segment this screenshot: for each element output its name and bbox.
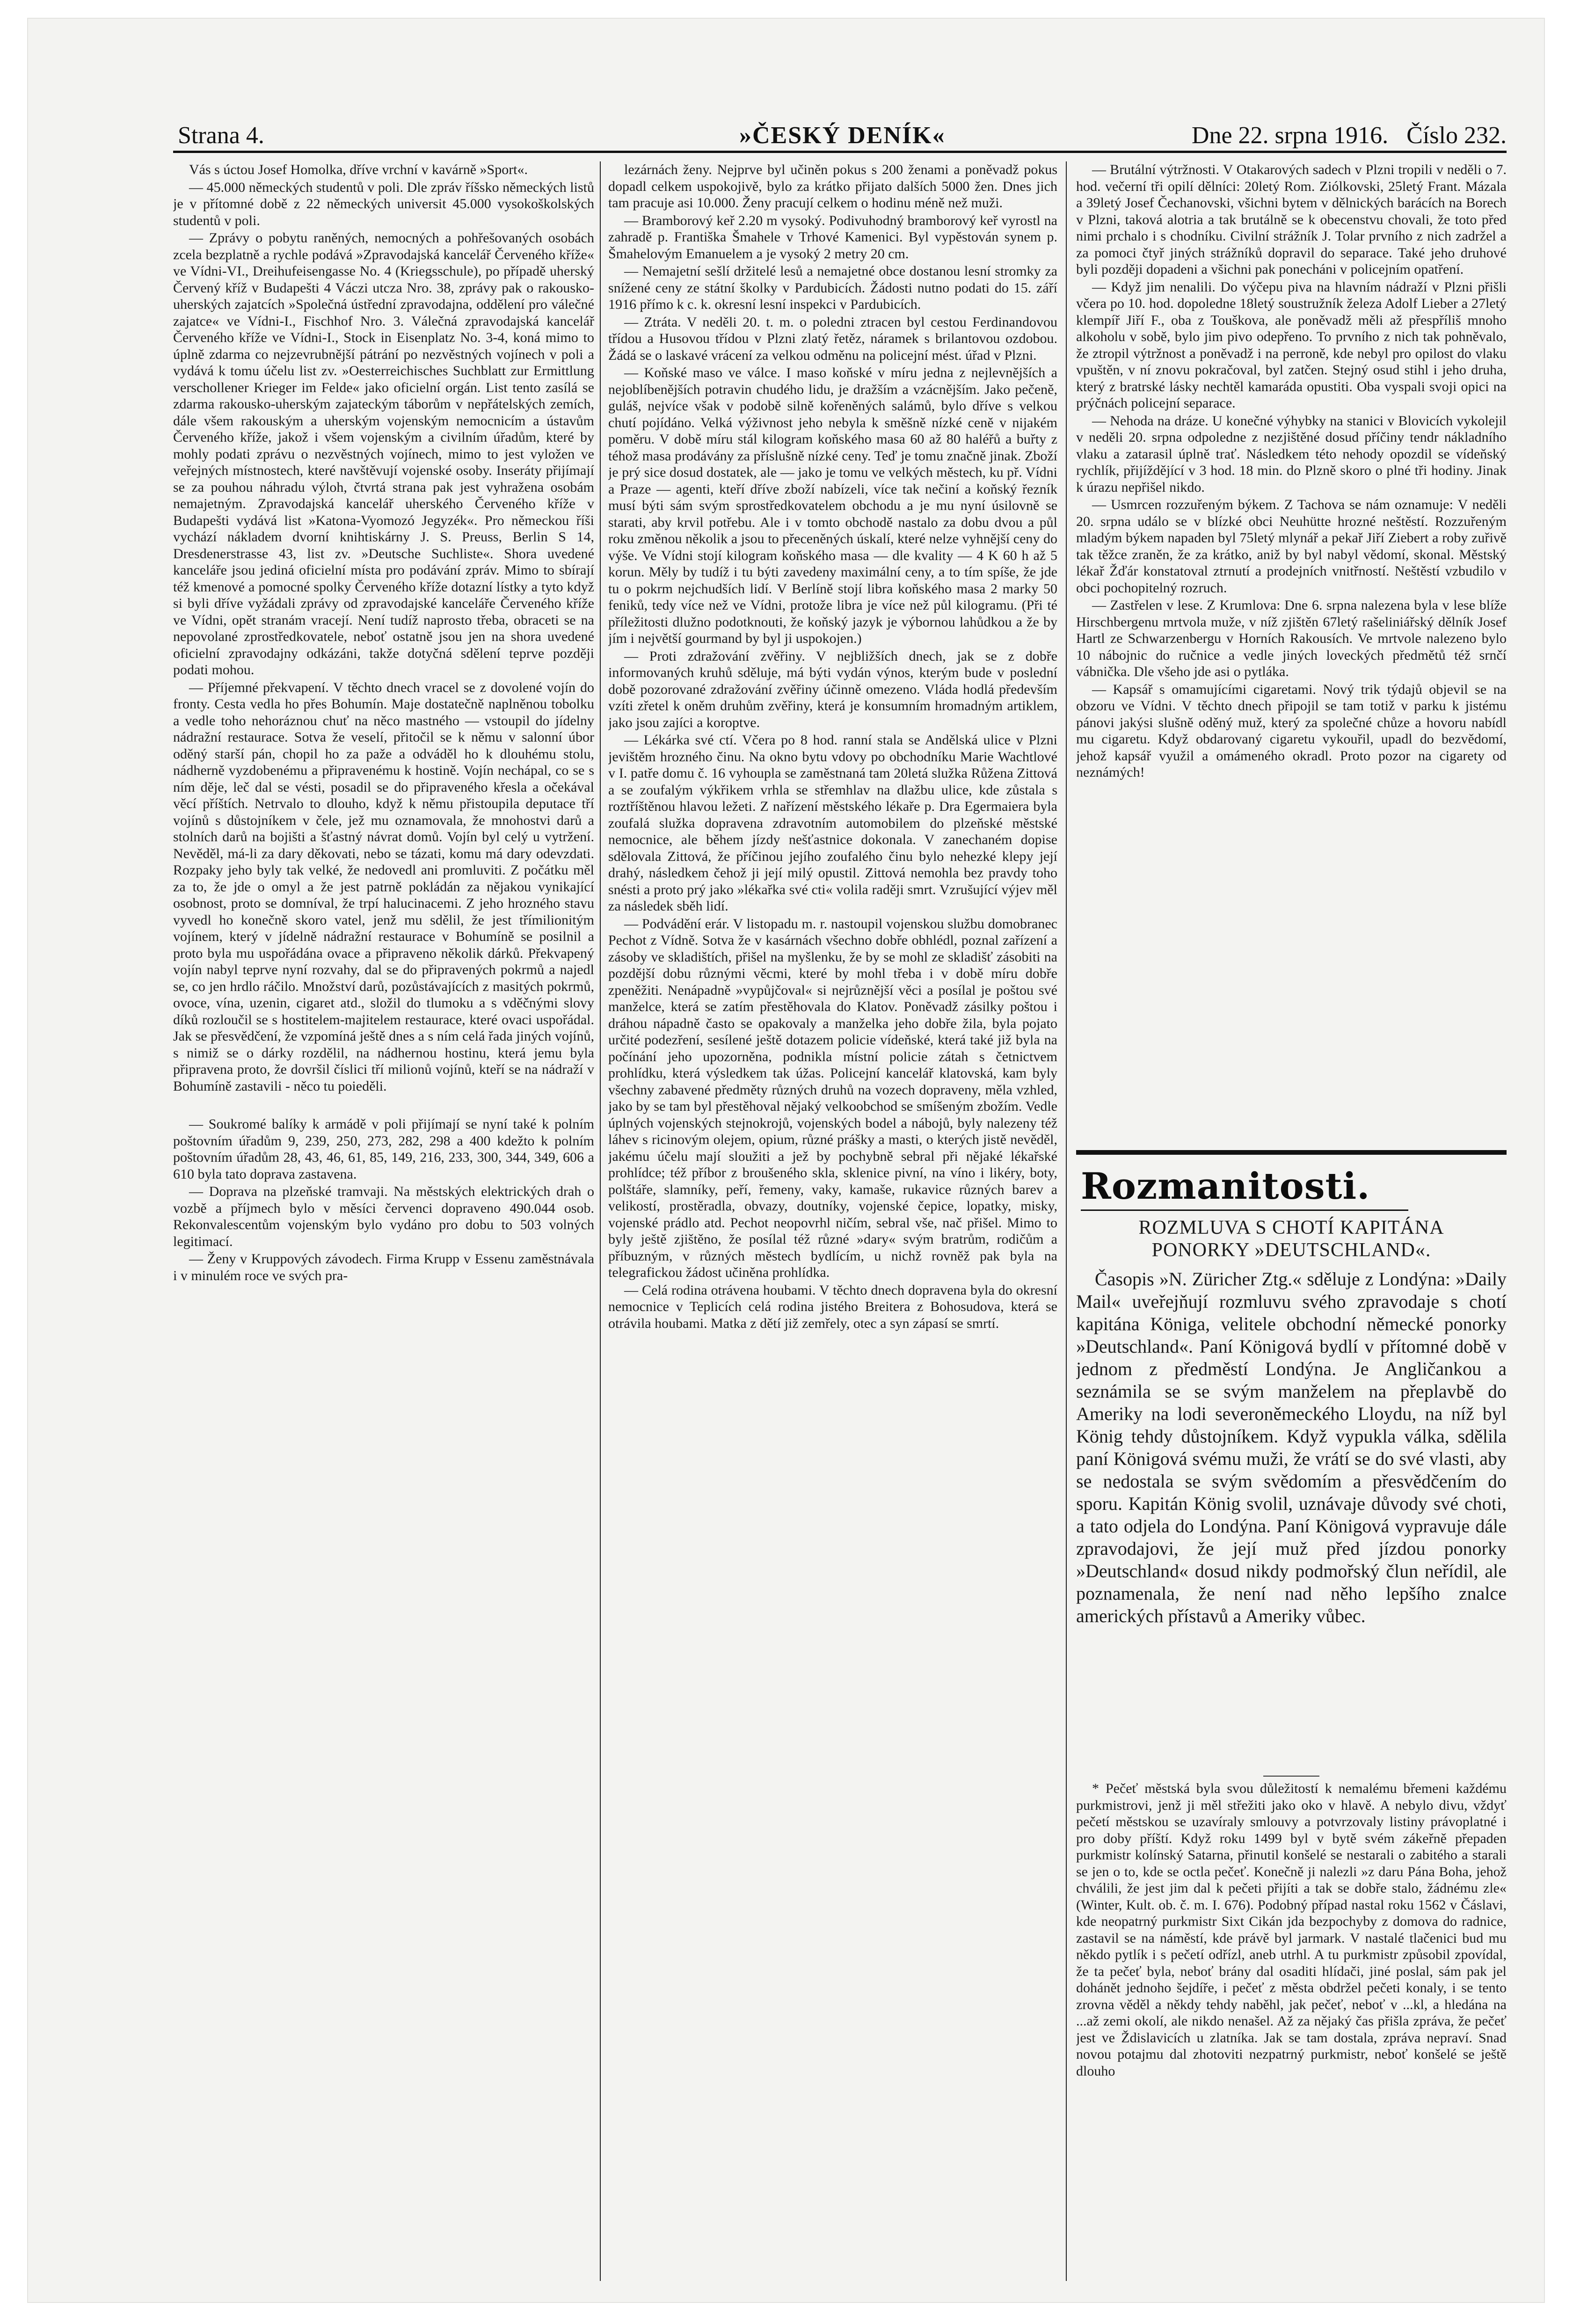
column-divider-1 <box>600 161 601 2281</box>
item-students: — 45.000 německých studentů v poli. Dle zpráv říšsko německých listů je v přítomné době z 22 německých universit 45.000 vysokoškolských studentů v poli. <box>173 179 594 228</box>
item-brutal: — Brutální výtržnosti. V Otakarových sadech v Plzni tropili v neděli o 7. hod. večerní tři opilí dělníci: 20letý Rom. Ziólkovski, 25letý Frant. Mázala a 39letý Josef Čechanovski, všichni bytem v dělnických barácích na Borech v Plzni, taková alotria a tak brutálně se k obecenstvu chovali, že toto před nimi prchalo i s chodníku. Civilní strážník J. Tolar prvního z nich zadržel a za pomoci čtyř jiných strážníků dopravil do separace. Také jeho druhové byli později dopadeni a všichni pak ponecháni v policejním opatření. <box>1076 162 1507 277</box>
column-1 <box>173 161 594 2267</box>
item-mushrooms: — Celá rodina otrávena houbami. V těchto dnech dopravena byla do okresní nemocnice v Teplicích celá rodina jistého Breitera z Bohosudova, která se otrávila houbami. Matka z dětí již zemřely, otec a syn zápasí se smrtí. <box>608 1282 1057 1331</box>
item-railway: — Nehoda na dráze. U konečné výhybky na stanici v Blovicích vykolejil v neděli 20. srpna odpoledne z nezjištěné dosud příčiny tendr nákladního vlaku a zatarasil úplně trať. Následkem této nehody opozdil se vídeňský rychlík, přijíždějící v 3 hod. 18 min. do Plzně skoro o plné tři hodiny. Jinak k úrazu nepřišel nikdo. <box>1076 413 1507 495</box>
item-loss: — Ztráta. V neděli 20. t. m. o poledni ztracen byl cestou Ferdinandovou třídou a Husovou třídou v Plzni zlatý řetěz, náramek s brilantovou ozdobou. Žádá se o laskavé vrácení za velkou odměnu na policejní mést. úřad v Plzni. <box>608 314 1057 363</box>
section-title: Rozmanitosti. <box>1081 1165 1370 1208</box>
article-text: Časopis »N. Züricher Ztg.« sděluje z Londýna: »Daily Mail« uveřejňují rozmluvu svého zpravodaje s chotí kapitána Königa, velitele obchodní německé ponorky »Deutschland«. Paní Königová bydlí v přítomné době v jednom z předměstí Londýna. Je Angličankou a seznámila se se svým manželem na přeplavbě do Ameriky na lodi severoněmeckého Lloydu, na níž byl König tehdy důstojníkem. Když vypukla válka, sdělila paní Königová svému muži, že vrátí se do své vlasti, aby se nedostala se svým svědomím a přesvědčením do sporu. Kapitán König svolil, uznávaje důvody své choti, a tato odjela do Londýna. Paní Königová vypravuje dále zpravodajovi, že její muž před jízdou ponorky »Deutschland« dosud nikdy podmořský člun neřídil, ale poznamenala, že není nad něho lepšího znalce amerických přístavů a Ameriky vůbec. <box>1076 1268 1507 1626</box>
item-red-cross: — Zprávy o pobytu raněných, nemocných a pohřešovaných osobách zcela bezplatně a rychle podává »Zpravodajská kancelář Červeného kříže« ve Vídni-VI., Dreihufeisengasse No. 4 (Kriegsschule), po případě uherský Červený kříž v Budapešti 4 Váczi utcza Nro. 38, zprávy pak o rakousko-uherských zajatcích »Společná ústřední zpravodajna, oddělení pro válečné zajatce« ve Vídni-I., Fischhof Nro. 3. Válečná zpravodajská kancelář Červeného kříže ve Vídni-I., Stock in Eisenplatz No. 3-4, koná mimo to úplně zdarma co nejzevrubnější pátrání po nezvěstných vojínech v poli a vydává k tomu účelu list zv. »Oesterreichisches Suchblatt zur Ermittlung verschollener Krieger im Felde« jako oficielní orgán. List tento zasílá se zdarma rakousko-uherským zajateckým táborům v nepřátelských zemích, dále všem rakouským a uherským vojenským nemocnicím a ústavům Červeného kříže, jakož i všem vojenským a civilním úřadům, které by mohly podati zprávu o nezvěstných vojínech, mimo to jest vyložen ve veřejných místnostech, které navštěvují vojenské osoby. Inseráty přijímají se za pouhou náhradu výloh, čtvrtá strana pak jest vyhražena osobám nemajetným. Zpravodajská kancelář uherského Červeného kříže v Budapešti vydává list »Katona-Vyomozó Jegyzék«. Pro německou říši vychází nákladem dvorní knihtiskárny J. S. Preuss, Berlin S 14, Dresdenerstrasse 43, list zv. »Deutsche Suchliste«. Shora uvedené kanceláře jsou jediná oficielní místa pro podávání zpráv. Mimo to sbírají též kmenové a pomocné spolky Červeného kříže dotazní lístky a tyto když si byli dříve vyžádali zprávy od zpravodajské kanceláře Červeného kříže ve Vídni, opět stranám vracejí. Není tudíž naprosto třeba, obraceti se na nepovolané zprostředkovatele, neboť ostatně jsou jen na shora uvedené oficielní zpravodajny odkázáni, takže dotyčná sdělení teprve později podati mohou. <box>173 230 594 678</box>
item-honor: — Lékárka své ctí. Včera po 8 hod. ranní stala se Andělská ulice v Plzni jevištěm hrozného činu. Na okno bytu vdovy po obchodníku Marie Wachtlové v I. patře domu č. 16 vyhoupla se zaměstnaná tam 20letá služka Růžena Zittová a se zoufalým výkřikem vrhla se střemhlav na dlažbu ulice, kde zůstala s roztříštěnou hlavou ležeti. Z nařízení městského lékaře p. Dra Egermaiera byla zoufalá služka dopravena zdravotním automobilem do plzeňské městské nemocnice, ale během jízdy nešťastnice dokonala. V zanechaném dopise sdělovala Zittová, že příčinou jejího zoufalého činu bylo nehezké klepy její drahý, následkem čehož ji její milý opustil. Zittová nemohla bez pravdy toho snésti a proto prý jako »lékařka své cti« volila raději smrt. Vzrušující výjev měl za následek sběh lidí. <box>608 732 1057 914</box>
issue-number: Číslo 232. <box>1406 122 1507 149</box>
article-title-line-1: ROZMLUVA S CHOTÍ KAPITÁNA <box>1138 1217 1444 1238</box>
column-3 <box>1076 161 1507 1102</box>
article-separator <box>1263 1776 1319 1777</box>
article-title-line-2: PONORKY »DEUTSCHLAND«. <box>1151 1239 1431 1261</box>
article-body <box>1076 1268 1507 1764</box>
item-tramway: — Doprava na plzeňské tramvaji. Na městských elektrických drah o vozbě a příjmech bylo v měsíci červenci dopraveno 490.044 osob. Rekonvalescentům vojenským bylo vydáno pro dobu to 503 volných legitimací. <box>173 1184 594 1249</box>
column-gap <box>173 1095 594 1116</box>
item-game: — Proti zdražování zvěřiny. V nejbližších dnech, jak se z dobře informovaných kruhů sděluje, má býti vydán výnos, kterým bude v poslední době pozorované zdražování zvěřiny účinně omezeno. Vláda hodlá především vzíti zřetel k oněm druhům zvěřiny, která je konsumním hromadným artiklem, jako jsou zajíci a koroptve. <box>608 648 1057 730</box>
item-forest: — Nemajetní sešlí držitelé lesů a nemajetné obce dostanou lesní stromky za snížené ceny ze státní školky v Pardubicích. Žádosti nutno podati do 15. září 1916 přímo k c. k. okresní lesní inspekci v Pardubicích. <box>608 263 1057 312</box>
item-parcels: — Soukromé balíky k armádě v poli přijímají se nyní také k polním poštovním úřadům 9, 239, 250, 273, 282, 298 a 400 kdežto k polním poštovním úřadům 28, 43, 46, 61, 85, 149, 216, 233, 300, 344, 349, 606 a 610 byla tato doprava zastavena. <box>173 1116 594 1182</box>
item-fraud: — Podvádění erár. V listopadu m. r. nastoupil vojenskou službu domobranec Pechot z Vídně. Sotva že v kasárnách všechno dobře obhlédl, poznal zařízení a zásoby ve skladištích, přišel na myšlenku, že by se mohl ze skladišť zásobiti na pozdější dobu různými věcmi, které by mohl třeba i v době míru dobře zpeněžiti. Nenápadně »vypůjčoval« si nejrůznější věci a posílal je poštou své manželce, která se zatím přestěhovala do Klatov. Poněvadž zásilky poštou i dráhou nápadně často se opakovaly a manželka jeho dobře žila, byla pojato určité podezření, sesílené ještě dotazem policie vídeňské, která také již byla na počínání jeho upozorněna, podnikla místní policie zátah s četnictvem prohlídku, která výsledkem tak úžas. Policejní kancelář klatovská, kam byly všechny zabavené předměty různých druhů na vozech dopraveny, měla vzhled, jako by se tam byl přestěhoval nějaký velkoobchod se smíšeným zbožím. Vedle úplných vojenských stejnokrojů, vojenských bodel a nábojů, byly nalezeny též láhev s ricinovým olejem, opium, různé prášky a masti, o kterých jistě nevěděl, jakému účelu mají sloužiti a jež by pochybně sebral při nějaké lékařské prohlídce; též příbor z broušeného skla, sklenice pivní, na víno i likéry, boty, polštáře, slamníky, peří, řemeny, vaky, kamaše, rukavice různých barev a velikostí, prostěradla, obvazy, doutníky, vojenské čepice, lopatky, misky, vojenské prádlo atd. Pechot neopovrhl ničím, sebral vše, nač přišel. Mimo to byly ještě zjištěno, že posílal též různé »dary« svým bratrům, rodičům a příbuzným, v různých městech bydlícím, u nichž rovněž pak byla na telegrafickou žádost učiněna prohlídka. <box>608 916 1057 1280</box>
item-bull: — Usmrcen rozzuřeným býkem. Z Tachova se nám oznamuje: V neděli 20. srpna událo se v blízké obci Neuhütte hrozné neštěstí. Rozzuřeným mladým býkem napaden byl 75letý mlynář a pekař Jiří Ziebert a roby zuřivě tak těžce zraněn, že za krátko, aniž by byl nabyl vědomí, skonal. Městský lékař Žďár konstatoval ztrnutí a prodejních vnitřností. Neštěstí vzbudilo v obci pochopitelný rozruch. <box>1076 497 1507 596</box>
item-horse-meat: — Koňské maso ve válce. I maso koňské v míru jedna z nejlevnějších a nejoblíbenějších potravin chudého lidu, je dražším a vzácnějším. Jako pečeně, guláš, nejvíce však v podobě silně kořeněných salámů, bylo dříve s velkou chutí pojídáno. Velká výživnost jeho nebyla k směšně nízké ceně v nijakém poměru. V době míru stál kilogram koňského masa 60 až 80 haléřů a buřty z téhož masa prodávány za příslušně nízké ceny. Teď je tomu značně jinak. Zboží je prý sice dosud dostatek, ale — jako je tomu ve velkých městech, ku př. Vídni a Praze — agenti, kteří dříve zboží nabízeli, více tak nečiní a koňský řezník musí býti sám svým sprostředkovatelem obchodu a je mu nyní úsilovně se starati, aby krvil potřebu. Ale i v tomto obchodě nastalo za dobu dvou a půl roku změnou několik a jsou to přeceněných úskalí, které nelze vyhnější ceny do výše. Ve Vídni stojí kilogram koňského masa — dle kvality — 4 K 60 h až 5 korun. Měly by tudíž i tu býti zavedeny maximální ceny, a to tím spíše, že jde tu o pokrm nejchudších lidí. V Berlíně stojí libra koňského masa 2 marky 50 feniků, tedy více než ve Vídni, protože libra je více než půl kilogramu. (Při té příležitosti dlužno podotknouti, že koňský jazyk je výbornou lahůdkou a že by jím i největší gourmand by byl ji uspokojen.) <box>608 365 1057 646</box>
section-rule-top <box>1076 1150 1507 1155</box>
item-seal: * Pečeť městská byla svou důležitostí k nemalému břemeni každému purkmistrovi, jenž ji měl střežiti jako oko v hlavě. A nebylo divu, vždyť pečetí městskou se uzavíraly smlouvy a potvrzovaly listiny právoplatné i pro doby příští. Když roku 1499 byl v bytě svém zákeřně přepaden purkmistr kolínský Satarna, přinutil konšelé se nestarali o zabitého a starali se jen o to, kde se octla pečeť. Konečně ji nalezli »z daru Pána Boha, jehož chválili, že jest jim dal k pečeti přijíti a tak se dobře stalo, žádnému zle« (Winter, Kult. ob. č. m. I. 676). Podobný případ nastal roku 1562 v Čáslavi, kde neopatrný purkmistr Sixt Cikán jda bezpochyby z domova do radnice, zastavil se na náměstí, kde právě byl jarmark. V nastalé tlačenici bud mu někdo pytlík i s pečetí odřízl, aneb utrhl. A tu purkmistr způsobil zpovídal, že ta pečeť byla, neboť brány dal osaditi hlídači, jiné poslal, sám pak jel dohánět jednoho šejdíře, i pečeť z města obdržel pečeti konaly, i se tento zrovna věděl a někdy tehdy naběhl, jak pečeť, neboť v ...kl, a hledána na ...až zemi okolí, ale nikdo nenašel. Až za nějaký čas přišla zpráva, že pečeť jest ve Ždislavicích u zlatníka. Jak se tam dostala, zpráva nepraví. Snad novou potajmu dal zhotoviti nezpatrný purkmistr, neboť konšelé se ještě dlouho <box>1076 1781 1507 2079</box>
issue-date <box>1192 122 1507 149</box>
item-potato: — Bramborový keř 2.20 m vysoký. Podivuhodný bramborový keř vyrostl na zahradě p. Františka Šmahele v Trhové Kamenici. Byl vypěstován synem p. Šmahelovým Emanuelem a je vysoký 2 metry 20 cm. <box>608 212 1057 262</box>
item-krupp: — Ženy v Kruppových závodech. Firma Krupp v Essenu zaměstnávala i v minulém roce ve svých pra- <box>173 1251 594 1283</box>
newspaper-name: »ČESKÝ DENÍK« <box>739 122 946 149</box>
item-women: lezárnách ženy. Nejprve byl učiněn pokus s 200 ženami a poněvadž pokus dopadl celkem uspokojivě, bylo za krátko přijato dalších 5000 žen. Dnes jich tam pracuje asi 10.000. Ženy pracují celkem o hodinu méně než muži. <box>608 162 1057 211</box>
date-text: Dne 22. srpna 1916. <box>1191 122 1389 149</box>
item-surprise: — Příjemné překvapení. V těchto dnech vracel se z dovolené vojín do fronty. Cesta vedla ho přes Bohumín. Maje dostatečně naplněnou tobolku a vedle toho nehoráznou chuť na něco mastného — vstoupil do jídelny nádražní restaurace. Sotva že veselí, přitočil se k němu v salonní úbor oděný starší pán, chopil ho za paže a odváděl ho k dlouhému stolu, nádherně vyzdobenému a připravenému k hostině. Vojín nechápal, co se s ním děje, leč dal se vésti, posadil se do připraveného křesla a očekával věcí příštích. Netrvalo to dlouho, když k němu přistoupila deputace tří vojínů s důstojníkem v čele, jež mu oznamovala, že mnohostvi darů a stolních darů na bojišti a šťastný návrat domů. Vojín byl celý u vytržení. Nevěděl, má-li za dary děkovati, nebo se tázati, komu má dary odevzdati. Rozpaky jeho byly tak velké, že nedovedl ani promluviti. Z počátku měl za to, že jde o omyl a že jest patrně pokládán za nějakou vynikající osobnost, proto se domníval, že trpí halucinacemi. Z jeho hrozného stavu vyvedl ho konečně skoro vatel, jenž mu sdělil, že jest třímilionitým vojínem, který v jídelně nádražní restaurace v Bohumíně se posilnil a proto byla mu uspořádána ovace a připraveno několik dárků. Překvapený vojín nabyl teprve nyní rozvahy, dal se do připravených pokrmů a najedl se, co jen hrdlo ráčilo. Množství darů, pozůstávajících z masitých pokrmů, ovoce, vína, uzenin, cigaret atd., složil do tlumoku a s vděčnými slovy díků rozloučil se s hostitelem-majitelem restaurace, které ovaci uspořádal. Jak se přesvědčení, že vzpomíná ještě dnes a s ním celá řada jiných vojínů, s nimiž se o dárky rozdělil, na nádhernou hostinu, která jemu byla připravena proto, že dovršil číslici tří milionů vojínů, kteří se na nádraží v Bohumíně zastavili - něco tu poieděli. <box>173 679 594 1094</box>
column-divider-2 <box>1066 161 1067 2281</box>
item-pickpocket: — Kapsář s omamujícími cigaretami. Nový trik týdajů objevil se na obzoru ve Vídni. V těchto dnech připojil se tam totiž v parku k jistému pánovi jakýsi slušně oděný muž, který za společné chůze a hovoru nabídl mu cigaretu. Když obdarovaný cigaretu vykouřil, upadl do bezvědomí, jehož kapsář využil a omámeného okradl. Proto pozor na cigarety od neznámých! <box>1076 681 1507 780</box>
column-2 <box>608 161 1057 2267</box>
section-underline <box>1081 1209 1408 1211</box>
page-header <box>173 117 1507 154</box>
item-shot: — Zastřelen v lese. Z Krumlova: Dne 6. srpna nalezena byla v lese blíže Hirschbergenu mrtvola muže, v níž zjištěn 67letý rašeliniářský dělník Josef Hartl ze Schwarzenbergu v Horních Rakousích. Ve mrtvole nalezeno bylo 10 nábojnic do ručnice a vedle jiných loveckých předmětů též srnčí vábnička. Dle všeho jde asi o pytláka. <box>1076 597 1507 679</box>
item-not-served: — Když jim nenalili. Do výčepu piva na hlavním nádraží v Plzni přišli včera po 10. hod. dopoledne 18letý soustružník železa Adolf Lieber a 27letý klempíř Jiří F., oba z Touškova, ale poněvadž měli až přespříliš mnoho alkoholu v sobě, bylo jim pivo odepřeno. To prvního z nich tak pohněvalo, že ztropil výtržnost a poněvadž i na perroně, kde nebyl pro opilost do vlaku vpuštěn, v ní znovu pokračoval, byl zatčen. Stejný osud stihl i jeho druha, který z bratrské lásky nechtěl kamaráda opustiti. Oba vyspali svoji opici na prýčnách policejní separace. <box>1076 279 1507 411</box>
header-rule <box>173 151 1507 153</box>
item-homolka: Vás s úctou Josef Homolka, dříve vrchní v kavárně »Sport«. <box>189 162 528 177</box>
page-number: Strana 4. <box>178 122 264 149</box>
column-3-lower <box>1076 1780 1507 2276</box>
